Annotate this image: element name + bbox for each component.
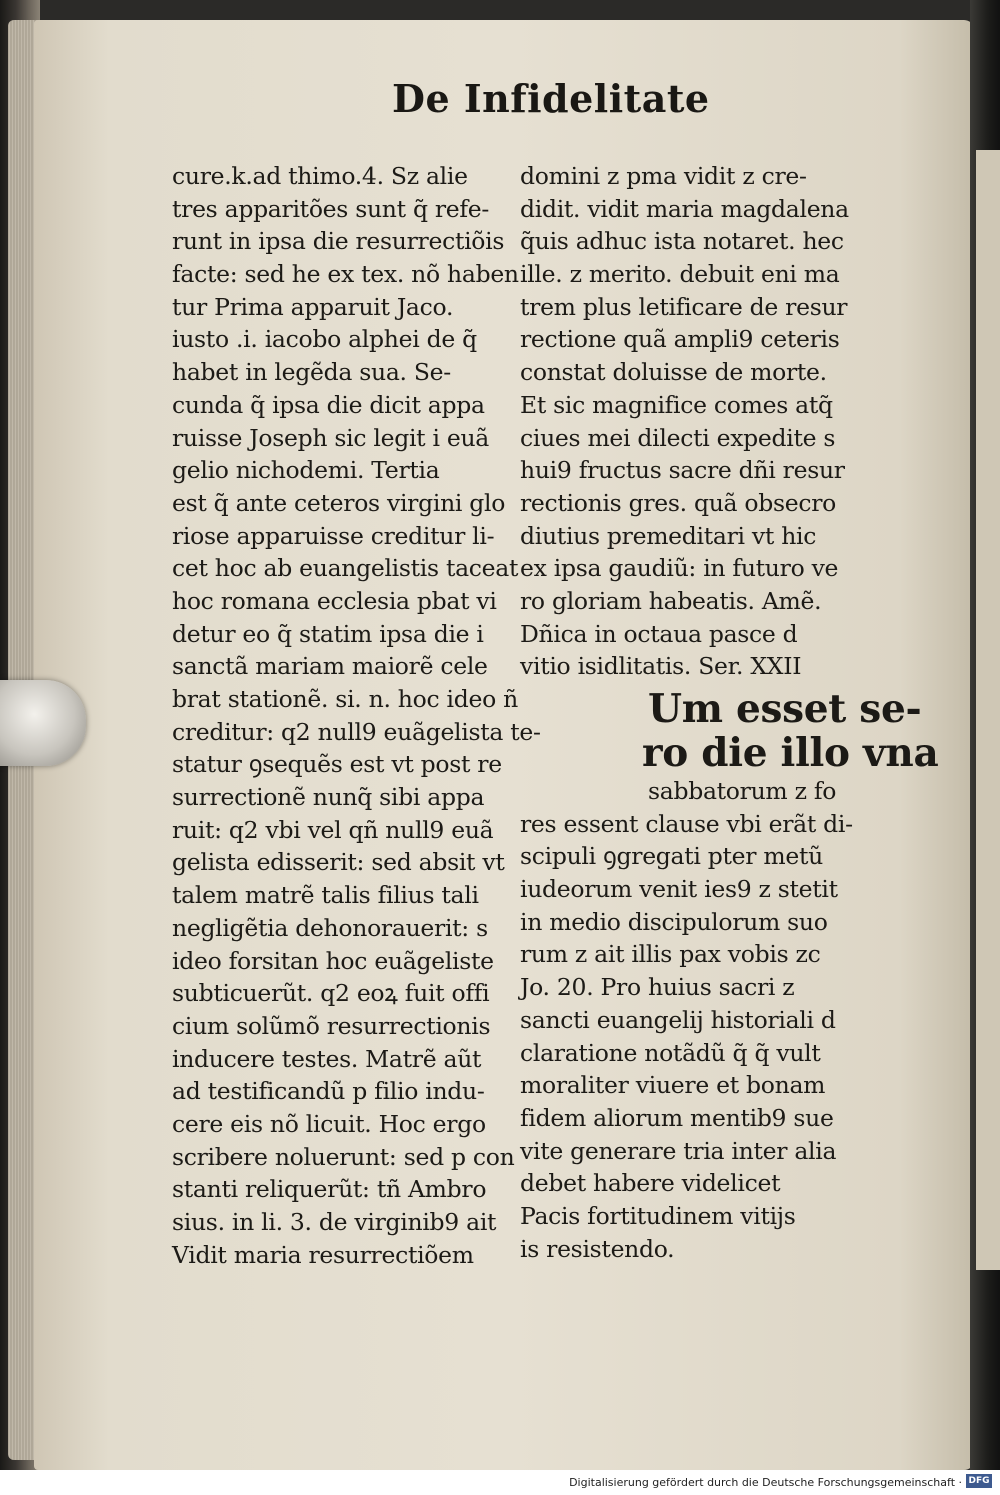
text-line: sabbatorum z fo xyxy=(648,777,837,805)
initial-line-1: Um esset se- xyxy=(648,686,922,732)
right-column-bottom xyxy=(520,775,860,1265)
text-line: Pacis fortitudinem vitijs xyxy=(520,1201,796,1230)
text-line: vitio isidlitatis. Ser. XXII xyxy=(520,652,802,681)
text-line: surrectionẽ nunq̃ sibi appa xyxy=(172,783,485,812)
text-line: brat stationẽ. si. n. hoc ideo ñ xyxy=(172,685,518,713)
decorated-initial-block xyxy=(520,686,939,776)
text-line: inducere testes. Matrẽ aũt xyxy=(172,1044,482,1073)
text-line: vite generare tria inter alia xyxy=(520,1136,837,1165)
text-line: constat doluisse de morte. xyxy=(520,358,827,387)
text-line: is resistendo. xyxy=(520,1234,675,1263)
text-line: ad testificandũ p filio indu- xyxy=(172,1077,485,1106)
text-line: iudeorum venit ies9 z stetit xyxy=(520,875,838,904)
text-line: debet habere videlicet xyxy=(520,1169,781,1198)
text-line: gelio nichodemi. Tertia xyxy=(172,456,440,485)
text-line: hoc romana ecclesia pbat vi xyxy=(172,586,497,615)
text-line: tur Prima apparuit Jaco. xyxy=(172,292,454,321)
text-line: gelista edisserit: sed absit vt xyxy=(172,848,505,877)
text-line: statur ꝯsequẽs est vt post re xyxy=(172,750,502,779)
text-line: res essent clause vbi erãt di- xyxy=(520,809,853,838)
text-line: facte: sed he ex tex. nõ haben xyxy=(172,260,519,289)
text-line: didit. vidit maria magdalena xyxy=(520,194,849,223)
dfg-logo: DFG xyxy=(966,1474,992,1488)
text-line: ruisse Joseph sic legit i euã xyxy=(172,423,490,452)
text-line: negligẽtia dehonorauerit: s xyxy=(172,913,488,942)
initial-line-2: ro die illo vna xyxy=(642,730,939,776)
text-line: stanti reliquerũt: tñ Ambro xyxy=(172,1175,487,1204)
text-line: creditur: q2 null9 euãgelista te- xyxy=(172,717,541,746)
text-line: ro gloriam habeatis. Amẽ. xyxy=(520,586,822,615)
text-line: rectionis gres. quã obsecro xyxy=(520,488,837,517)
text-line: cure.k.ad thimo.4. Sz alie xyxy=(172,162,468,190)
text-line: sanctã mariam maiorẽ cele xyxy=(172,652,488,681)
text-line: iusto .i. iacobo alphei de q̃ xyxy=(172,325,477,354)
text-line: ruit: q2 vbi vel qñ null9 euã xyxy=(172,815,494,844)
text-line: cere eis nõ licuit. Hoc ergo xyxy=(172,1109,486,1138)
text-line: rum z ait illis pax vobis zc xyxy=(520,940,821,969)
text-line: ciues mei dilecti expedite s xyxy=(520,423,836,452)
text-line: cium solũmõ resurrectionis xyxy=(172,1011,491,1040)
text-line: detur eo q̃ statim ipsa die i xyxy=(172,619,484,648)
text-line: scribere noluerunt: sed p con xyxy=(172,1142,515,1171)
text-line: Jo. 20. Pro huius sacri z xyxy=(520,973,795,1002)
funding-credit: Digitalisierung gefördert durch die Deutsche Forschungsgemeinschaft · xyxy=(569,1476,962,1489)
right-text-column xyxy=(520,160,939,1265)
text-line: talem matrẽ talis filius tali xyxy=(172,881,479,910)
text-line: domini z pma vidit z cre- xyxy=(520,162,807,190)
text-line: riose apparuisse creditur li- xyxy=(172,521,495,550)
left-text-column xyxy=(172,160,541,1271)
text-line: claratione notãdũ q̃ q̃ vult xyxy=(520,1038,821,1067)
right-column-top xyxy=(520,160,860,683)
text-line: in medio discipulorum suo xyxy=(520,907,828,936)
text-line: trem plus letificare de resur xyxy=(520,292,848,321)
text-line: tres apparitões sunt q̃ refe- xyxy=(172,194,490,223)
text-line: runt in ipsa die resurrectiõis xyxy=(172,227,505,256)
neighbor-page-strip xyxy=(976,150,1000,1270)
text-line: fidem aliorum mentib9 sue xyxy=(520,1103,834,1132)
text-line: ex ipsa gaudiũ: in futuro ve xyxy=(520,554,839,583)
text-line: habet in legẽda sua. Se- xyxy=(172,358,451,387)
text-line: Vidit maria resurrectiõem xyxy=(172,1240,474,1269)
text-line: sancti euangelij historiali d xyxy=(520,1005,836,1034)
text-line: sius. in li. 3. de virginib9 ait xyxy=(172,1208,497,1236)
running-head: De Infidelitate xyxy=(392,76,710,121)
text-line: subticuerũt. q2 eoꝝ fuit offi xyxy=(172,979,490,1008)
text-line: cet hoc ab euangelistis taceat xyxy=(172,554,519,583)
text-line: hui9 fructus sacre dñi resur xyxy=(520,456,845,485)
glass-page-clip xyxy=(0,680,86,766)
text-line: q̃uis adhuc ista notaret. hec xyxy=(520,227,844,256)
text-line: ideo forsitan hoc euãgeliste xyxy=(172,946,494,975)
text-line: Dñica in octaua pasce d xyxy=(520,619,798,648)
text-line: ille. z merito. debuit eni ma xyxy=(520,260,840,289)
text-line: rectione quã ampli9 ceteris xyxy=(520,325,840,354)
text-line: Et sic magnifice comes atq̃ xyxy=(520,390,833,419)
text-line: cunda q̃ ipsa die dicit appa xyxy=(172,390,485,419)
text-line: scipuli ꝯgregati pter metũ xyxy=(520,842,823,871)
text-line: diutius premeditari vt hic xyxy=(520,521,817,550)
text-line: moraliter viuere et bonam xyxy=(520,1071,826,1100)
text-line: est q̃ ante ceteros virgini glo xyxy=(172,488,506,517)
